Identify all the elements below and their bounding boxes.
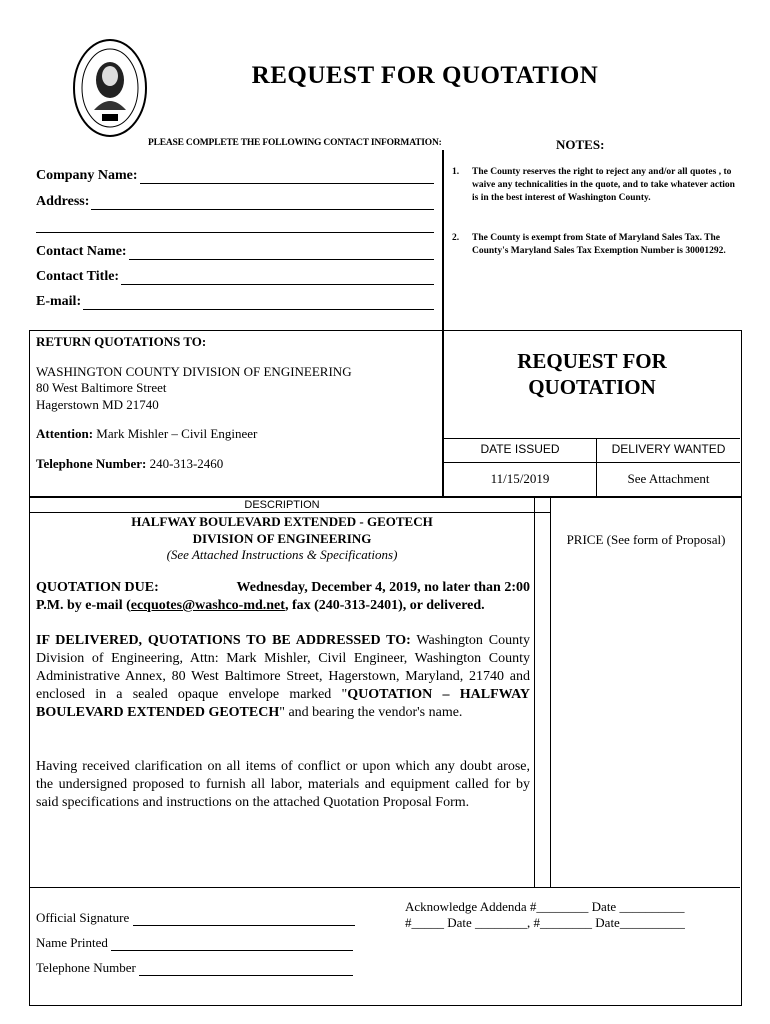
delivery-value: See Attachment (627, 471, 710, 486)
county-seal (72, 38, 148, 138)
telephone-number[interactable]: Telephone Number (36, 960, 353, 976)
date-issued-label: DATE ISSUED (480, 442, 560, 456)
contact-title-label: Contact Title: (36, 269, 120, 284)
notes-heading: NOTES: (556, 137, 605, 152)
desc-col-1 (534, 497, 535, 887)
note-2: 2. The County is exempt from State of Maryland Sales Tax. The County's Maryland Sales Tax Exemption Number is 30001292. (452, 233, 726, 256)
return-line3: Hagerstown MD 21740 (36, 397, 159, 412)
price-label: PRICE (See form of Proposal) (566, 532, 726, 547)
delivery-label: DELIVERY WANTED (611, 442, 726, 456)
contact-name-field[interactable] (36, 244, 434, 260)
signature-divider (30, 887, 740, 888)
address-label: Address: (36, 194, 90, 209)
company-field[interactable] (36, 168, 434, 184)
name-printed[interactable]: Name Printed (36, 935, 353, 951)
address-field[interactable] (36, 194, 434, 210)
desc-col-2 (550, 497, 551, 887)
return-line2: 80 West Baltimore Street (36, 380, 167, 395)
attention: Attention: Mark Mishler – Civil Engineer (36, 426, 258, 441)
project-title: HALFWAY BOULEVARD EXTENDED - GEOTECH (131, 514, 433, 529)
contact-title-field[interactable] (36, 269, 434, 285)
top-divider (442, 150, 444, 330)
return-line1: WASHINGTON COUNTY DIVISION OF ENGINEERING (36, 364, 352, 379)
acknowledge-addenda[interactable]: Acknowledge Addenda #________ Date __________ #_____ Date ________, #________ Date__________ (405, 899, 685, 930)
rfq-table-top (443, 438, 740, 439)
rfq-table-mid (443, 462, 740, 463)
telephone: Telephone Number: 240-313-2460 (36, 456, 224, 471)
note-1: 1. The County reserves the right to reject any and/or all quotes , to waive any technicalities in the quote, and to take whatever action is in the best interest of Washington County. (452, 167, 735, 203)
see-attached: (See Attached Instructions & Specifications) (166, 547, 398, 562)
return-heading: RETURN QUOTATIONS TO: (36, 334, 207, 349)
date-issued-value: 11/15/2019 (490, 471, 550, 486)
company-label: Company Name: (36, 168, 138, 183)
contact-prompt: PLEASE COMPLETE THE FOLLOWING CONTACT INFORMATION: (148, 138, 442, 148)
desc-header-line (30, 512, 550, 513)
contact-name-label: Contact Name: (36, 244, 127, 259)
delivery-instructions: IF DELIVERED, QUOTATIONS TO BE ADDRESSED TO: Washington County Division of Engineering, Attn: Mark Mishler, Civil Engineer, Washington County Administrative Annex, 80 West Baltimore Street, Hagerstown, Maryland, 21740 and enclosed in a sealed opaque envelope marked "QUOTATION – HALFWAY BOULEVARD EXTENDED GEOTECH" and bearing the vendor's name. (36, 633, 531, 720)
division-title: DIVISION OF ENGINEERING (192, 531, 372, 546)
address-line-2[interactable] (36, 232, 434, 233)
email-label: E-mail: (36, 294, 82, 309)
email-field[interactable] (36, 294, 434, 310)
email-link[interactable]: ecquotes@washco-md.net (130, 598, 285, 613)
rfq-title: REQUEST FOR QUOTATION (517, 349, 667, 399)
description-heading: DESCRIPTION (244, 499, 320, 511)
clarification-text: Having received clarification on all items of conflict or upon which any doubt arose, the undersigned proposed to furnish all labor, materials and equipment called for by said specifications and instructions on the attached Quotation Proposal Form. (36, 759, 530, 810)
official-signature[interactable]: Official Signature (36, 910, 355, 926)
quotation-due: QUOTATION DUE: Wednesday, December 4, 2019, no later than 2:00 P.M. by e-mail (ecquotes@washco-md.net, fax (240-313-2401), or delivered. (36, 580, 530, 613)
page-title: REQUEST FOR QUOTATION (251, 62, 599, 89)
